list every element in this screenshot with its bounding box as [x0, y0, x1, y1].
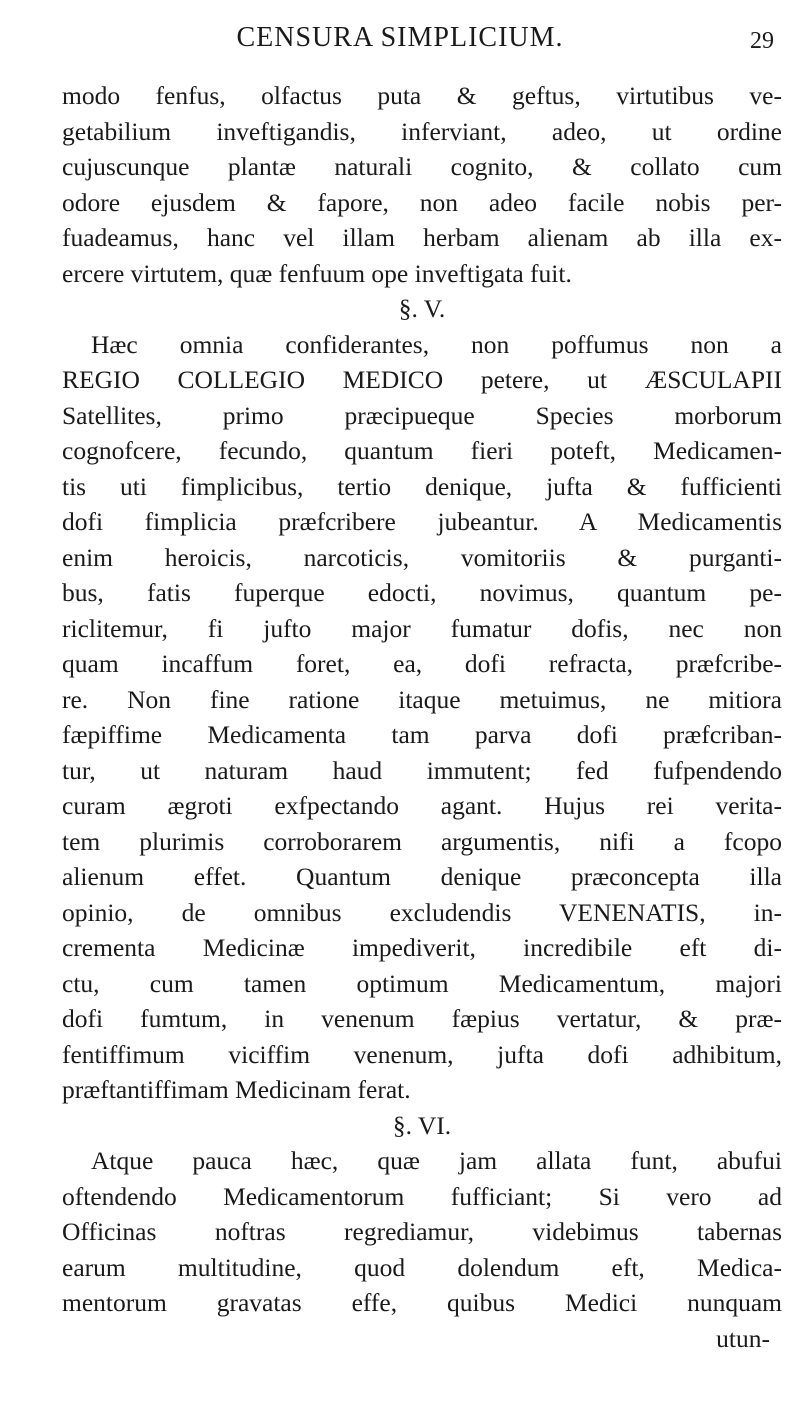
text-line: cognofcere, fecundo, quantum fieri poteft, Medicamen-: [62, 436, 782, 465]
text-line: curam ægroti exfpectando agant. Hujus rei verita-: [62, 791, 782, 820]
text-line: odore ejusdem & fapore, non adeo facile nobis per-: [62, 187, 782, 217]
text-line: tur, ut naturam haud immutent; fed fufpendendo: [62, 755, 782, 785]
text-line: Atque pauca hæc, quæ jam allata funt, abufui: [91, 1146, 782, 1175]
text-line: cujuscunque plantæ naturali cognito, & collato cum: [62, 152, 782, 181]
text-line: REGIO COLLEGIO MEDICO petere, ut ÆSCULAPII: [62, 365, 782, 394]
text-line: fæpiffime Medicamenta tam parva dofi præfcriban-: [62, 720, 782, 749]
text-line: dofi fumtum, in venenum fæpius vertatur, & præ-: [62, 1004, 782, 1033]
text-line: fentiffimum viciffim venenum, jufta dofi adhibitum,: [62, 1039, 782, 1069]
text-line: præftantiffimam Medicinam ferat.: [62, 1075, 411, 1104]
text-line: enim heroicis, narcoticis, vomitoriis & purganti-: [62, 542, 782, 572]
text-line: crementa Medicinæ impediverit, incredibile eft di-: [62, 933, 782, 962]
text-line: ercere virtutem, quæ fenfuum ope inveftigata fuit.: [62, 258, 572, 288]
page-number: 29: [750, 28, 774, 54]
text-line: tis uti fimplicibus, tertio denique, jufta & fufficienti: [62, 471, 782, 501]
text-line: oftendendo Medicamentorum fufficiant; Si vero ad: [62, 1181, 782, 1211]
text-line: Officinas noftras regrediamur, videbimus tabernas: [62, 1217, 782, 1246]
running-head: [0, 22, 800, 62]
running-title: CENSURA SIMPLICIUM.: [236, 22, 564, 53]
text-line: quam incaffum foret, ea, dofi refracta, præfcribe-: [62, 649, 782, 678]
catchword: utun-: [716, 1323, 770, 1353]
text-line: ctu, cum tamen optimum Medicamentum, majori: [62, 968, 782, 998]
section-heading: §. VI.: [392, 1110, 452, 1140]
text-line: riclitemur, fi jufto major fumatur dofis, nec non: [62, 613, 782, 643]
text-line: modo fenfus, olfactus puta & geftus, virtutibus ve-: [62, 81, 782, 110]
body-text: [62, 78, 782, 1356]
text-line: opinio, de omnibus excludendis VENENATIS, in-: [62, 897, 782, 927]
text-line: alienum effet. Quantum denique præconcepta illa: [62, 862, 782, 891]
text-line: bus, fatis fuperque edocti, novimus, quantum pe-: [62, 578, 782, 607]
text-line: Satellites, primo præcipueque Species morborum: [62, 400, 782, 430]
text-line: dofi fimplicia præfcribere jubeantur. A Medicamentis: [62, 507, 782, 536]
text-line: re. Non fine ratione itaque metuimus, ne mitiora: [62, 684, 782, 714]
text-line: tem plurimis corroborarem argumentis, nifi a fcopo: [62, 826, 782, 856]
text-line: mentorum gravatas effe, quibus Medici nunquam: [62, 1288, 782, 1317]
text-line: fuadeamus, hanc vel illam herbam alienam ab illa ex-: [62, 223, 782, 252]
text-line: Hæc omnia confiderantes, non poffumus non a: [91, 329, 782, 359]
section-heading: §. V.: [398, 294, 446, 323]
text-line: getabilium inveftigandis, inferviant, adeo, ut ordine: [62, 116, 782, 146]
text-line: earum multitudine, quod dolendum eft, Medica-: [62, 1252, 782, 1282]
